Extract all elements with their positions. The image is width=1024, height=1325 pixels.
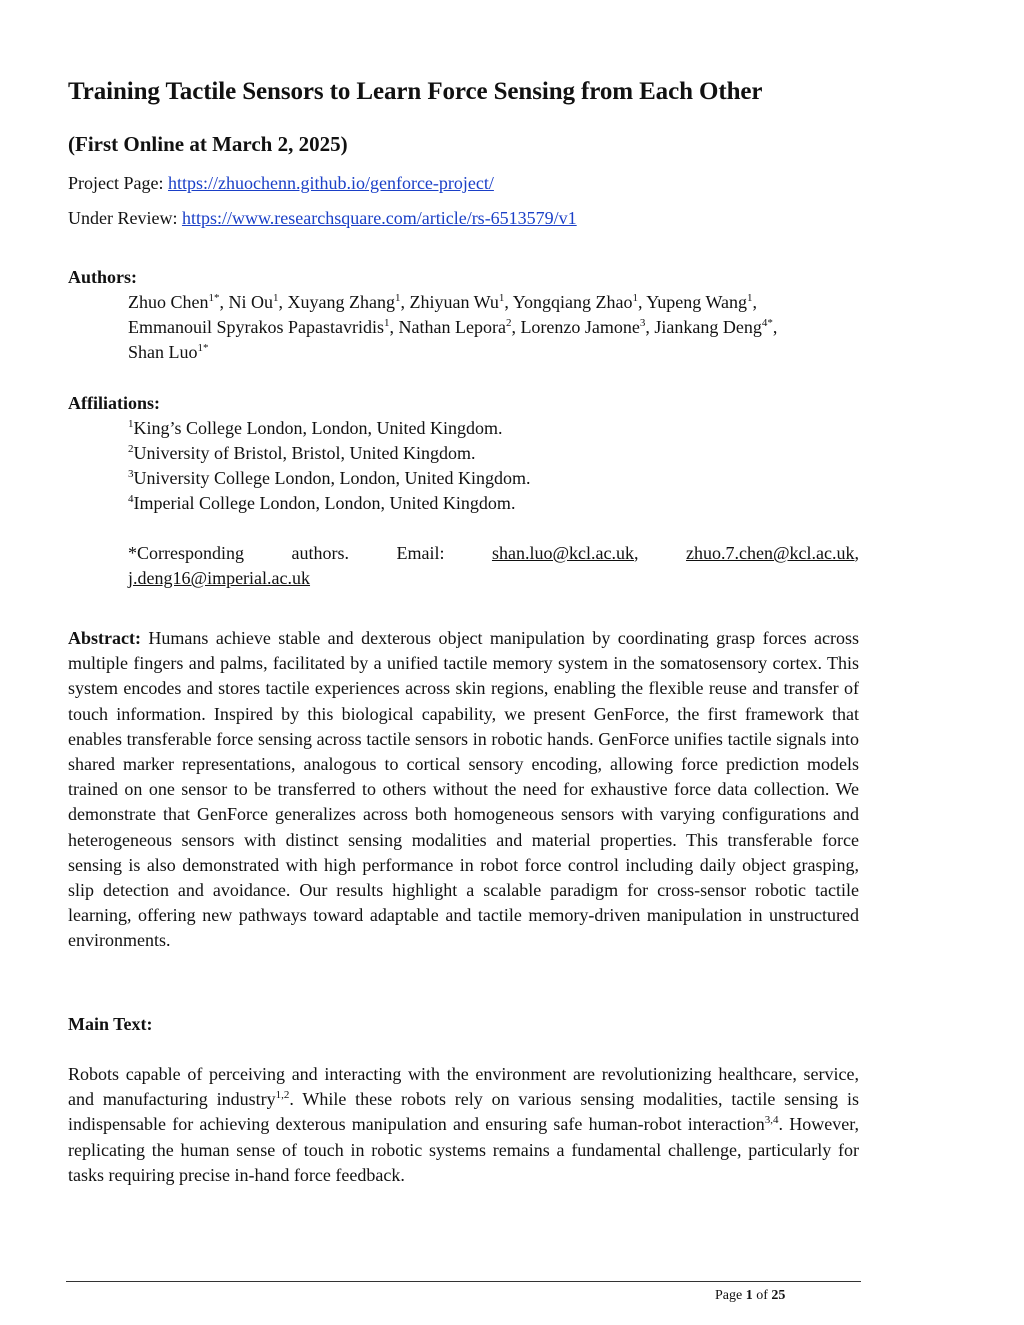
affiliation-item [128, 466, 530, 491]
footer-divider [66, 1281, 861, 1282]
total-pages: 25 [771, 1288, 786, 1303]
author-affiliation-mark: 1* [208, 292, 220, 304]
paragraph-text: . However, replicating the human sense of touch in robotic systems remains a fundamental challenge, particularly for tasks requiring precise in-hand force feedback. [68, 1114, 859, 1185]
affiliation-item [128, 416, 502, 441]
under-review-label: Under Review: [68, 208, 182, 228]
affiliation-text: Imperial College London, London, United Kingdom. [133, 493, 516, 513]
author-name: Yupeng Wang [646, 292, 747, 312]
abstract-label: Abstract: [68, 628, 141, 648]
current-page: 1 [745, 1288, 753, 1303]
affiliation-number: 2 [128, 443, 134, 455]
affiliation-number: 4 [128, 493, 134, 505]
main-text-paragraph [68, 1062, 859, 1188]
email-link[interactable]: j.deng16@imperial.ac.uk [128, 568, 311, 588]
author-name: Emmanouil Spyrakos Papastavridis [128, 317, 384, 337]
author-affiliation-mark: 1 [394, 292, 401, 304]
publication-date: (First Online at March 2, 2025) [68, 132, 348, 156]
corresponding-word: *Corresponding [128, 543, 244, 563]
email-label: Email: [396, 543, 445, 563]
page-number [715, 1288, 785, 1304]
author-name: Shan Luo [128, 342, 198, 362]
author-name: Lorenzo Jamone [520, 317, 640, 337]
page-number-prefix: Page [715, 1288, 746, 1303]
author-name: Ni Ou [228, 292, 273, 312]
author-name: Nathan Lepora [398, 317, 506, 337]
corresponding-authors: *Corresponding authors. Email: shan.luo@kcl.ac.uk, zhuo.7.chen@kcl.ac.uk, [128, 543, 859, 563]
author-affiliation-mark: 3 [639, 317, 646, 329]
paragraph-text: Robots capable of perceiving and interacting with the environment are revolutionizing healthcare, service, and manufacturing industry [68, 1064, 859, 1110]
under-review-link[interactable]: https://www.researchsquare.com/article/rs-6513579/v1 [181, 208, 577, 228]
under-review-line [68, 207, 577, 229]
email-link[interactable]: shan.luo@kcl.ac.uk [491, 543, 634, 563]
project-page-link[interactable]: https://zhuochenn.github.io/genforce-project/ [167, 173, 494, 193]
author-affiliation-mark: 1 [498, 292, 505, 304]
author-name: Xuyang Zhang [287, 292, 395, 312]
affiliation-item [128, 491, 515, 516]
affiliation-text: University College London, London, United Kingdom. [133, 468, 531, 488]
author-name: Zhuo Chen [128, 292, 209, 312]
affiliation-text: King’s College London, London, United Kingdom. [133, 418, 503, 438]
email-link[interactable]: zhuo.7.chen@kcl.ac.uk [685, 543, 855, 563]
authors-heading: Authors: [68, 267, 138, 287]
page-number-of: of [752, 1288, 772, 1303]
corresponding-authors-line-2 [128, 566, 310, 591]
affiliation-number: 1 [128, 418, 134, 430]
author-affiliation-mark: 1 [747, 292, 753, 304]
abstract [68, 626, 859, 954]
corresponding-word: authors. [291, 543, 349, 563]
author-affiliation-mark: 1* [197, 342, 209, 354]
project-page-line [68, 172, 494, 194]
project-page-label: Project Page: [68, 173, 168, 193]
paragraph-text: . While these robots rely on various sensing modalities, tactile sensing is indispensable for achieving dexterous manipulation and ensuring safe human-robot interaction [68, 1089, 859, 1135]
paper-title: Training Tactile Sensors to Learn Force Sensing from Each Other [68, 78, 763, 105]
author-name: Zhiyuan Wu [409, 292, 499, 312]
author-affiliation-mark: 2 [505, 317, 512, 329]
author-name: Yongqiang Zhao [512, 292, 633, 312]
affiliation-text: University of Bristol, Bristol, United Kingdom. [133, 443, 476, 463]
affiliations-heading: Affiliations: [68, 393, 160, 413]
author-name: Jiankang Deng [654, 317, 762, 337]
main-text-heading: Main Text: [68, 1014, 153, 1034]
author-affiliation-mark: 1 [273, 292, 279, 304]
citation: 3,4 [764, 1114, 779, 1127]
author-affiliation-mark: 1 [632, 292, 638, 304]
affiliation-item [128, 441, 476, 466]
citation: 1,2 [275, 1089, 290, 1102]
affiliation-number: 3 [128, 468, 134, 480]
author-affiliation-mark: 1 [383, 317, 390, 329]
author-affiliation-mark: 4* [761, 317, 773, 329]
abstract-text: Humans achieve stable and dexterous object manipulation by coordinating grasp forces across multiple fingers and palms, facilitated by a unified tactile memory system in the somatosensory cortex. This system encodes and stores tactile experiences across skin regions, enabling the flexible reuse and transfer of touch information. Inspired by this biological capability, we present GenForce, the first framework that enables transferable force sensing across tactile sensors in robotic hands. GenForce unifies tactile signals into shared marker representations, analogous to cortical sensory encoding, allowing force prediction models trained on one sensor to be transferred to others without the need for exhaustive force data collection. We demonstrate that GenForce generalizes across both homogeneous sensors with varying configurations and heterogeneous sensors with distinct sensing modalities and material properties. This transferable force sensing is also demonstrated with high performance in robot force control including daily object grasping, slip detection and avoidance. Our results highlight a scalable paradigm for cross-sensor robotic tactile learning, offering new pathways toward adaptable and tactile memory-driven manipulation in unstructured environments. [68, 628, 859, 951]
author-list: Zhuo Chen$^{1*}$, Ni Ou$^1$, Xuyang Zhang$^1$, Zhiyuan Wu$^1$, Yongqiang Zhao$^1$, Yupeng Wang$^1$, Emmanouil Spyrakos Papastavridis$^1$, Nathan Lepora$^2$, Lorenzo Jamone$^3$, Jiankang Deng$^{4*}$, Shan Luo$^{1*}$ [128, 292, 778, 362]
